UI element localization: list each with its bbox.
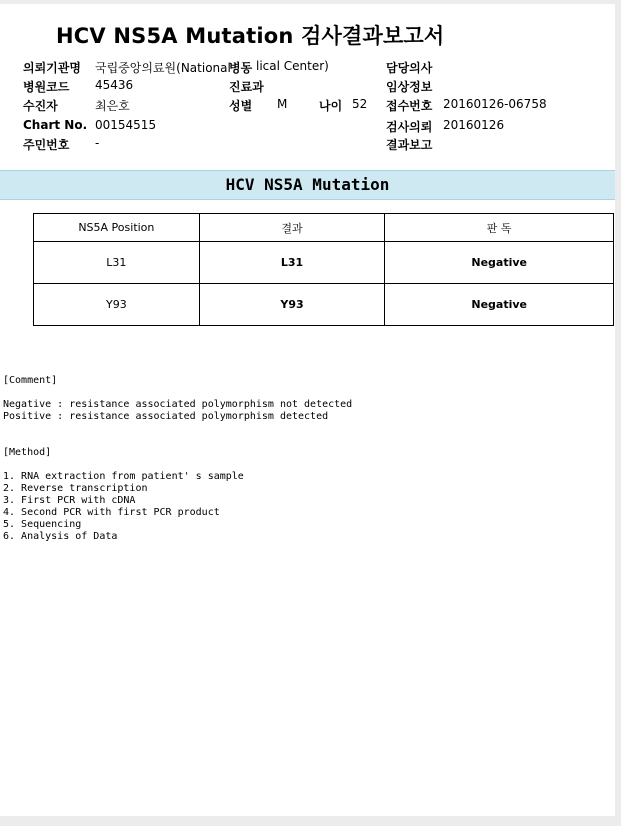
result-cell: Y93 [199, 284, 385, 326]
institution-value: 국립중앙의료원(National [95, 61, 231, 75]
method-step: 4. Second PCR with first PCR product [3, 507, 220, 518]
viewer-bottom-bar [0, 816, 621, 826]
viewer-scrollbar-track[interactable] [615, 0, 621, 826]
method-heading: [Method] [3, 447, 52, 458]
table-row [34, 284, 614, 326]
request-date-value: 20160126 [443, 118, 505, 132]
hospital-code-value: 45436 [95, 78, 134, 92]
results-table [33, 213, 614, 326]
resident-no-label: 주민번호 [23, 138, 70, 152]
institution-label: 의뢰기관명 [23, 61, 81, 75]
position-cell: L31 [34, 242, 200, 284]
interpretation-cell: Negative [385, 242, 614, 284]
method-step: 5. Sequencing [3, 519, 82, 530]
patient-value: 최은호 [95, 99, 130, 113]
report-label: 결과보고 [386, 138, 433, 152]
interpretation-cell: Negative [385, 284, 614, 326]
column-header-position: NS5A Position [34, 214, 200, 242]
age-value: 52 [352, 97, 368, 111]
resident-no-value: - [95, 136, 100, 150]
sex-value: M [277, 97, 288, 111]
comment-heading: [Comment] [3, 375, 58, 386]
comment-line: Positive : resistance associated polymorphism detected [3, 411, 329, 422]
column-header-result: 결과 [199, 214, 385, 242]
chart-no-label: Chart No. [23, 118, 88, 132]
section-band [0, 170, 615, 200]
method-step: 2. Reverse transcription [3, 483, 148, 494]
comment-line: Negative : resistance associated polymorphism not detected [3, 399, 353, 410]
hospital-code-label: 병원코드 [23, 80, 70, 94]
receipt-no-value: 20160126-06758 [443, 97, 547, 111]
column-header-interpretation: 판 독 [385, 214, 614, 242]
table-row [34, 242, 614, 284]
attending-label: 담당의사 [386, 61, 433, 75]
result-cell: L31 [199, 242, 385, 284]
method-step: 3. First PCR with cDNA [3, 495, 136, 506]
sex-label: 성별 [229, 99, 253, 113]
viewer-top-border [0, 0, 621, 4]
method-step: 1. RNA extraction from patient' s sample [3, 471, 244, 482]
method-step: 6. Analysis of Data [3, 531, 118, 542]
table-header-row [34, 214, 614, 242]
report-title: HCV NS5A Mutation 검사결과보고서 [56, 24, 445, 48]
receipt-no-label: 접수번호 [386, 99, 433, 113]
section-title: HCV NS5A Mutation [225, 175, 390, 194]
institution-value-tail: lical Center) [256, 59, 329, 73]
ward-label: 병동 [229, 61, 253, 75]
position-cell: Y93 [34, 284, 200, 326]
chart-no-value: 00154515 [95, 118, 157, 132]
department-label: 진료과 [229, 80, 264, 94]
patient-label: 수진자 [23, 99, 58, 113]
clinical-info-label: 임상정보 [386, 80, 433, 94]
age-label: 나이 [319, 99, 343, 113]
request-date-label: 검사의뢰 [386, 120, 433, 134]
